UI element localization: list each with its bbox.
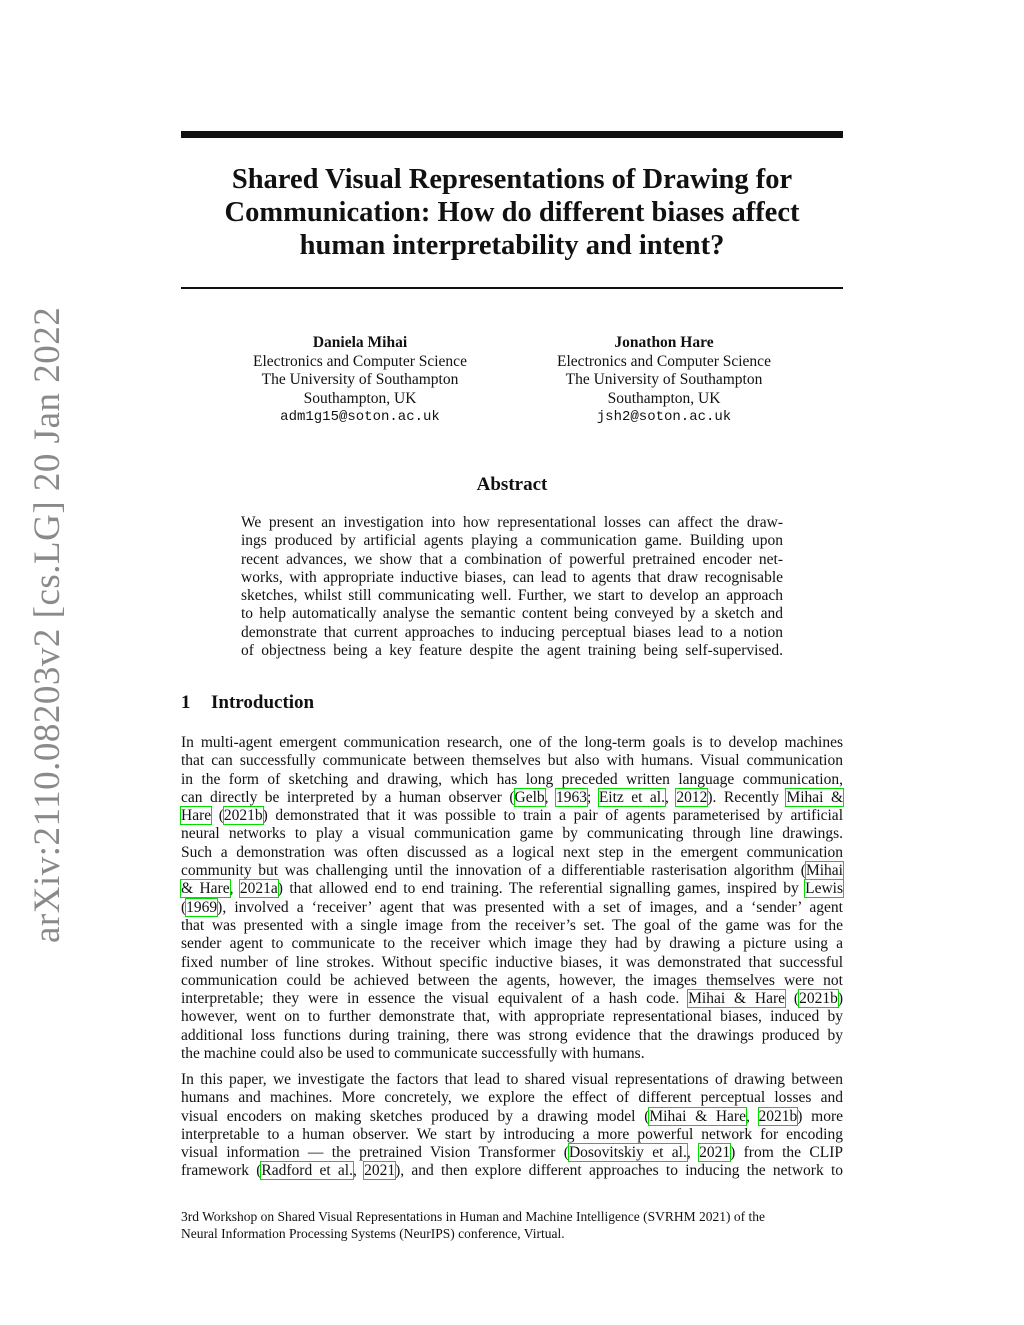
arxiv-stamp: arXiv:2110.08203v2 [cs.LG] 20 Jan 2022 [27, 306, 68, 943]
text-line: Such a demonstration was often discussed as a logical next step in the emergent communication [181, 843, 843, 861]
text-run: , [544, 788, 557, 806]
paper-title [181, 163, 843, 262]
footnote-line: 3rd Workshop on Shared Visual Representations in Human and Machine Intelligence (SVRHM 2021) of the [181, 1209, 765, 1224]
section-heading-introduction [181, 692, 314, 714]
citation-link[interactable]: 1963 [556, 788, 588, 806]
citation-link[interactable]: Lewis [805, 880, 843, 898]
text-line: that was presented with a single image from the receiver’s set. The goal of the game was for the [181, 916, 843, 934]
author-email[interactable]: adm1g15@soton.ac.uk [280, 409, 440, 425]
citation-link[interactable]: 2021b [799, 990, 838, 1008]
text-line: interpretable to a human observer. We start by introducing a more powerful network for encoding [181, 1125, 843, 1143]
citation-link[interactable]: & Hare [181, 880, 230, 898]
text-run: ) more [797, 1107, 844, 1125]
title-line: Communication: How do different biases affect [224, 197, 800, 228]
text-run: ; [587, 788, 599, 806]
text-run: interpretable; they were in essence the visual equivalent of a hash code. [181, 990, 689, 1008]
title-bottom-rule [181, 287, 843, 289]
author-institution: The University of Southampton [565, 371, 763, 388]
text-line [181, 1144, 843, 1162]
citation-link[interactable]: Mihai [805, 862, 843, 880]
author-block-mihai [220, 334, 500, 427]
text-line [181, 1108, 843, 1126]
venue-footnote [181, 1209, 843, 1242]
intro-paragraph-2 [181, 1071, 843, 1181]
title-line: Shared Visual Representations of Drawing for [231, 164, 793, 195]
citation-link[interactable]: Eitz et al. [598, 788, 665, 806]
title-line: human interpretability and intent? [299, 230, 725, 261]
text-line: the machine could also be used to communicate successfully with humans. [181, 1045, 645, 1063]
text-run: ( [785, 990, 800, 1008]
text-run: , [686, 1144, 700, 1162]
citation-link[interactable]: 1969 [186, 898, 218, 916]
text-run: ). Recently [707, 788, 787, 806]
author-dept: Electronics and Computer Science [253, 352, 467, 370]
text-line: however, went on to further demonstrate that, with appropriate representational biases, induced by [181, 1008, 843, 1026]
citation-link[interactable]: 2021 [699, 1144, 731, 1162]
text-line: communication could be achieved between the agents, however, the images themselves were not [181, 971, 843, 989]
abstract-line: demonstrate that current approaches to inducing perceptual biases lead to a notion [241, 623, 783, 641]
text-line: sender agent to communicate to the receiver which image they had by drawing a picture using a [181, 935, 843, 953]
text-line: In multi-agent emergent communication research, one of the long-term goals is to develop machines [181, 734, 843, 751]
intro-paragraph-1 [181, 734, 843, 1063]
text-line: In this paper, we investigate the factors that lead to shared visual representations of drawing between [181, 1071, 843, 1088]
text-run: ) demonstrated that it was possible to train a pair of agents parameterised by artificial [262, 807, 843, 825]
text-line: neural networks to play a visual communication game by communicating through line drawings. [181, 825, 843, 843]
text-run: ) that allowed end to end training. The referential signalling games, inspired by [277, 880, 806, 898]
text-run: , [229, 880, 240, 898]
author-block-hare [524, 334, 804, 427]
citation-link[interactable]: Gelb [514, 788, 545, 806]
abstract-heading: Abstract [476, 474, 548, 495]
text-line: fixed number of line strokes. Without specific inductive biases, it was demonstrated that successful [181, 953, 843, 971]
citation-link[interactable]: 2021a [239, 880, 278, 898]
author-email[interactable]: jsh2@soton.ac.uk [596, 409, 732, 425]
abstract-line: works, with appropriate inductive biases, can lead to agents that draw recognisable [241, 568, 783, 586]
text-line: that can successfully communicate between themselves but also with humans. Visual communication [181, 752, 843, 770]
text-run: visual encoders on making sketches produced by a drawing model ( [181, 1107, 650, 1125]
citation-link[interactable]: Mihai & [786, 788, 844, 806]
text-run: ( [181, 898, 187, 916]
citation-link[interactable]: Dosovitskiy et al. [568, 1144, 687, 1162]
citation-link[interactable]: Mihai & Hare [688, 990, 786, 1008]
text-run: visual information — the pretrained Vision Transformer ( [181, 1144, 569, 1162]
text-line: in the form of sketching and drawing, which has long preceded written language communication, [181, 770, 843, 788]
text-line [181, 899, 843, 917]
citation-link[interactable]: 2021b [758, 1107, 798, 1125]
citation-link[interactable]: 2021b [223, 807, 263, 825]
abstract-line: of objectness being a key feature despite the agent training being self-supervised. [241, 642, 783, 660]
text-run: ) [837, 990, 843, 1008]
text-line [181, 807, 843, 825]
abstract-line: ings produced by artificial agents playing a communication game. Building upon [241, 532, 783, 550]
text-run: framework ( [181, 1162, 262, 1180]
text-run: , [352, 1162, 365, 1180]
abstract-line: to help automatically analyse the semantic content being conveyed by a sketch and [241, 605, 783, 623]
text-run: ( [211, 807, 224, 825]
text-run: ) from the CLIP [730, 1144, 843, 1162]
text-run: ), involved a ‘receiver’ agent that was presented with a set of images, and a ‘sender’ agent [217, 898, 843, 916]
text-run: , [745, 1107, 759, 1125]
abstract-line: We present an investigation into how representational losses can affect the draw- [241, 514, 783, 531]
title-top-rule [181, 131, 843, 138]
text-run: ), and then explore different approaches to inducing the network to [395, 1162, 844, 1180]
author-location: Southampton, UK [607, 389, 721, 407]
abstract-body [241, 514, 783, 660]
citation-link[interactable]: Radford et al. [261, 1162, 353, 1180]
citation-link[interactable]: 2012 [676, 788, 708, 806]
text-line: additional loss functions during training, there was strong evidence that the drawings produced by [181, 1026, 843, 1044]
citation-link[interactable]: Mihai & Hare [649, 1107, 746, 1125]
text-line [181, 862, 843, 880]
section-title: Introduction [211, 692, 315, 713]
citation-link[interactable]: 2021 [364, 1162, 396, 1180]
abstract-line: recent advances, we show that a combination of powerful pretrained encoder net- [241, 550, 783, 568]
text-line [181, 789, 843, 807]
text-run: can directly be interpreted by a human observer ( [181, 788, 515, 806]
author-name: Jonathon Hare [614, 334, 714, 351]
text-run: , [665, 788, 677, 806]
author-location: Southampton, UK [303, 389, 417, 407]
text-line [181, 990, 843, 1008]
author-institution: The University of Southampton [261, 371, 459, 388]
author-name: Daniela Mihai [312, 334, 408, 351]
citation-link[interactable]: Hare [181, 807, 212, 825]
text-run: community but was challenging until the innovation of a differentiable rasterisation algorithm ( [181, 862, 806, 880]
text-line [181, 880, 843, 898]
text-line: humans and machines. More concretely, we explore the effect of different perceptual losses and [181, 1089, 843, 1107]
text-line [181, 1162, 843, 1180]
section-number: 1 [181, 692, 191, 713]
footnote-line: Neural Information Processing Systems (NeurIPS) conference, Virtual. [181, 1225, 565, 1241]
author-dept: Electronics and Computer Science [557, 352, 771, 370]
abstract-line: sketches, whilst still communicating well. Further, we start to develop an approach [241, 587, 783, 605]
